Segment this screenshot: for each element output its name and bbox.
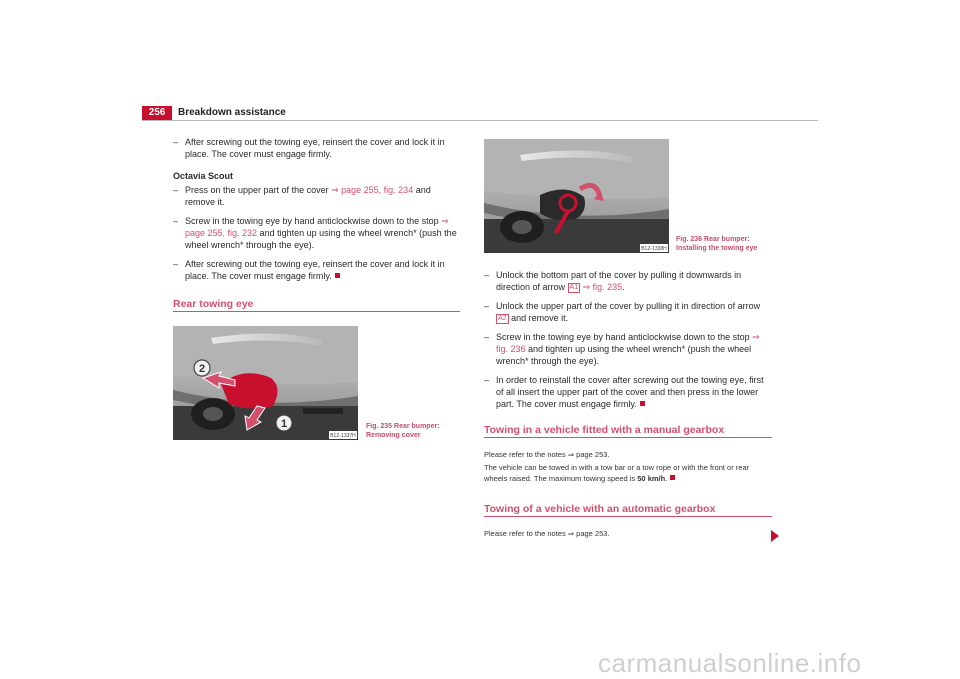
list-item-text: Press on the upper part of the cover <box>185 185 332 195</box>
callout-label-2: 2 <box>198 363 206 375</box>
figure-236-image <box>484 139 669 253</box>
caption-line: Installing the towing eye <box>676 245 758 252</box>
end-marker-icon <box>640 401 645 406</box>
callout-a2: A2 <box>498 315 507 322</box>
chapter-title: Breakdown assistance <box>178 107 286 118</box>
callout-label-1: 1 <box>280 418 288 430</box>
section-divider <box>173 311 460 312</box>
list-dash: – <box>173 137 179 147</box>
list-item <box>173 136 461 160</box>
list-item <box>173 258 461 282</box>
paragraph-text: . <box>665 474 668 483</box>
page-link[interactable]: ⇒ page 255, fig. 232 <box>185 216 449 238</box>
figure-code: B1Z-1338H <box>641 246 667 252</box>
caption-line: Fig. 235 Rear bumper: <box>366 423 440 430</box>
figure-link[interactable]: ⇒ fig. 235 <box>580 282 623 292</box>
section-divider <box>484 437 772 438</box>
list-item-text: and remove it. <box>508 313 569 323</box>
section-title-manual-gearbox: Towing in a vehicle fitted with a manual gearbox <box>484 424 725 436</box>
paragraph <box>484 462 774 484</box>
figure-235-image <box>173 326 358 440</box>
section-title-rear-towing-eye: Rear towing eye <box>173 298 254 310</box>
list-item-text: and tighten up using the wheel wrench* (push the wheel wrench* through the eye). <box>496 344 752 366</box>
page-link[interactable]: ⇒ page 255, fig. 234 <box>331 185 414 195</box>
list-item-text: Screw in the towing eye by hand anticlockwise down to the stop <box>496 332 753 342</box>
list-item-text: Unlock the bottom part of the cover by pulling it downwards in direction of arrow <box>496 270 742 292</box>
list-item-text: After screwing out the towing eye, reinsert the cover and lock it in place. The cover must engage firmly. <box>185 137 445 159</box>
right-column <box>484 269 773 417</box>
list-item-text: In order to reinstall the cover after screwing out the towing eye, first of all insert the upper part of the cover and then press in the lower part. The cover must engage firmly. <box>496 375 764 409</box>
list-dash: – <box>484 332 490 342</box>
subheading-octavia-scout: Octavia Scout <box>173 171 234 181</box>
paragraph-text: The vehicle can be towed in with a tow bar or a tow rope or with the front or rear wheels raised. The maximum towing speed is <box>484 463 750 483</box>
caption-line: Fig. 236 Rear bumper: <box>676 236 750 243</box>
list-dash: – <box>484 375 490 385</box>
callout-a1: A1 <box>569 284 579 291</box>
section-title-automatic-gearbox: Towing of a vehicle with an automatic gearbox <box>484 503 716 515</box>
next-page-arrow-icon[interactable] <box>770 530 780 542</box>
list-item-text: Unlock the upper part of the cover by pulling it in direction of arrow <box>496 301 761 311</box>
list-item <box>484 374 773 410</box>
page-number: 256 <box>142 106 172 120</box>
list-item-text: Screw in the towing eye by hand anticlockwise down to the stop <box>185 216 442 226</box>
figure-link[interactable]: ⇒ fig. 236 <box>496 332 760 354</box>
list-item <box>484 331 773 367</box>
end-marker-icon <box>335 273 340 278</box>
rear-bumper-installing-towing-eye-illustration <box>484 139 669 253</box>
site-watermark: carmanualsonline.info <box>598 648 862 678</box>
list-dash: – <box>484 301 490 311</box>
list-item <box>484 269 773 293</box>
list-dash: – <box>173 259 179 269</box>
max-towing-speed: 50 km/h <box>637 474 666 483</box>
list-item <box>173 215 461 251</box>
list-item <box>484 300 773 324</box>
list-item-text: . <box>622 282 625 292</box>
rear-bumper-removing-cover-illustration <box>173 326 358 440</box>
list-item-text: and tighten up using the wheel wrench* (push the wheel wrench* through the eye). <box>185 228 457 250</box>
section-divider <box>484 516 772 517</box>
list-item-text: and remove it. <box>185 185 431 207</box>
figure-235-caption <box>366 422 440 440</box>
figure-code: B1Z-1337H <box>330 433 356 439</box>
figure-236-caption <box>676 235 757 253</box>
list-item <box>173 184 461 208</box>
end-marker-icon <box>670 475 675 480</box>
list-item-text: After screwing out the towing eye, reinsert the cover and lock it in place. The cover must engage firmly. <box>185 259 445 281</box>
list-dash: – <box>484 270 490 280</box>
paragraph: Please refer to the notes ⇒ page 253. <box>484 529 610 538</box>
section-manual-gearbox-body <box>484 449 774 484</box>
left-column <box>173 136 461 289</box>
paragraph: Please refer to the notes ⇒ page 253. <box>484 450 610 459</box>
caption-line: Removing cover <box>366 432 421 439</box>
list-dash: – <box>173 216 179 226</box>
list-dash: – <box>173 185 179 195</box>
header-divider <box>142 120 818 121</box>
